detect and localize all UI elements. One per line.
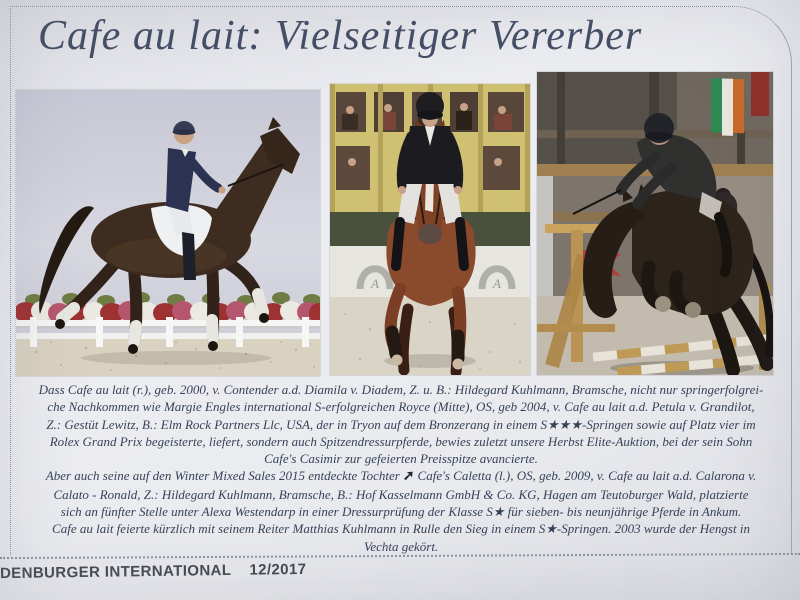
article-line-segment: Aber auch seine auf den Winter Mixed Sales 2015 entdeckte Tochter <box>45 468 400 484</box>
article-line: sich an fünfter Stelle unter Alexa Westendarp in einer Dressurprüfung der Klasse S★ für sieben- bis neunjährige Pferde in Ankum. <box>60 504 742 520</box>
muzzle <box>418 224 442 244</box>
svg-text:A: A <box>493 276 501 291</box>
irish-flag <box>711 78 744 136</box>
red-flag-banner <box>751 72 769 116</box>
issue-number: 12/2017 <box>249 560 307 579</box>
front-boot <box>685 302 701 318</box>
article-line: Cafe's Casimir zur gefeierten Preisspitze avancierte. <box>264 451 538 467</box>
photo-dressage-left <box>16 90 320 376</box>
photo-jump-right <box>537 72 773 375</box>
svg-text:A: A <box>371 276 379 291</box>
canter-photo-illustration <box>330 84 530 375</box>
photo-canter-middle <box>330 84 530 375</box>
page-title: Cafe au lait: Vielseitiger Vererber <box>38 13 643 59</box>
article-line: Rolex Grand Prix begeisterte, liefert, sondern auch Spitzendressurpferde, bewies zuletzt unsere Herbst Elite-Auktion, bei der sein Sohn <box>49 433 753 449</box>
dressage-photo-illustration <box>16 90 320 376</box>
front-boot <box>655 296 671 312</box>
article-line-segment: Cafe's Caletta (l.), OS, geb. 2009, v. Cafe au lait a.d. Calarona v. <box>417 468 757 484</box>
riding-boot <box>460 222 464 266</box>
article-line: Dass Cafe au lait (r.), geb. 2000, v. Contender a.d. Diamila v. Diadem, Z. u. B.: Hildegard Kuhlmann, Bramsche, nicht nur springerfolgrei- <box>38 382 764 397</box>
article-line: Cafe au lait feierte kürzlich mit seinem Reiter Matthias Kuhlmann in Rulle den Sieg in einem S★-Springen. 2003 wurde der Hengst in <box>52 521 750 537</box>
article-caption-text <box>10 381 792 555</box>
tendon-boot <box>392 332 396 354</box>
arrow-up-right-icon: ➚ <box>402 469 415 485</box>
article-line: Z.: Gestüt Lewitz, B.: Elm Rock Partners Llc, USA, der in Tryon auf dem Bronzerang in einem S★★★-Springen sowie auf Platz vier im <box>46 416 756 432</box>
article-line-with-arrow <box>10 467 792 485</box>
riding-boot <box>182 232 196 280</box>
article-line: Vechta gekört. <box>363 538 439 554</box>
horse-shadow <box>81 351 271 365</box>
article-line: Calato - Ronald, Z.: Hildegard Kuhlmann, Bramsche, B.: Hof Kasselmann GmbH & Co. KG, Hagen am Teutoburger Wald, platzierte <box>53 486 749 502</box>
article-line: che Nachkommen wie Margie Engles international S-erfolgreichen Royce (Mitte), OS, geb 2004, v. Cafe au lait a.d. Petula v. Grandilot, <box>47 399 755 415</box>
magazine-footer <box>0 561 307 582</box>
riding-boot <box>396 222 400 266</box>
magazine-name: DENBURGER INTERNATIONAL <box>0 561 232 583</box>
jump-photo-illustration <box>537 72 773 375</box>
